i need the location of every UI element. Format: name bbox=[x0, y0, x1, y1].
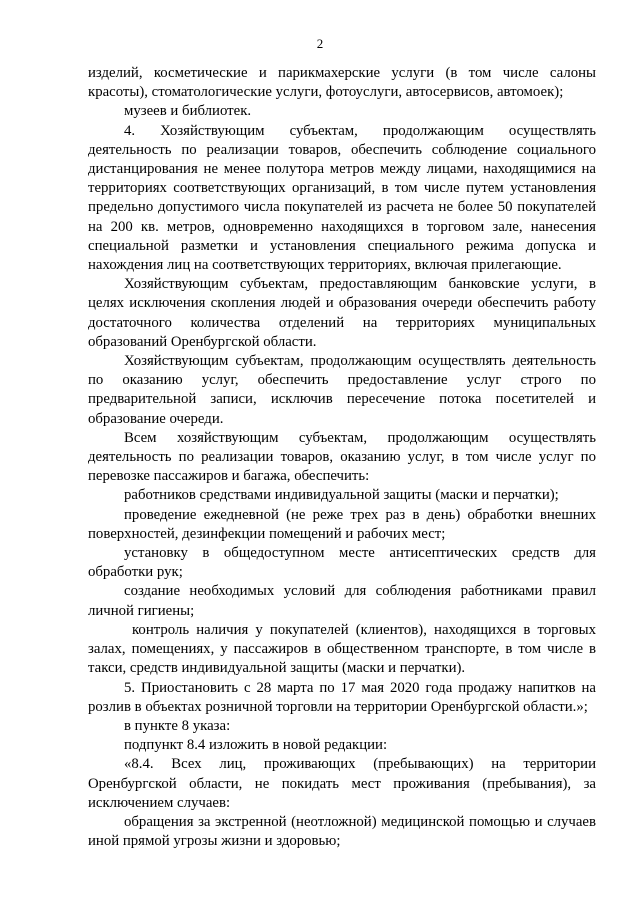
paragraph: проведение ежедневной (не реже трех раз в день) обработки внешних поверхностей, дезинфекции помещений и рабочих мест; bbox=[88, 506, 596, 542]
paragraph: установку в общедоступном месте антисептических средств для обработки рук; bbox=[88, 545, 596, 581]
paragraph: Хозяйствующим субъектам, продолжающим осуществлять деятельность по оказанию услуг, обеспечить предоставление услуг строго по предварительной записи, исключив пересечение потока посетителей и образование очереди. bbox=[88, 353, 596, 427]
paragraph: контроль наличия у покупателей (клиентов), находящихся в торговых залах, помещениях, у пассажиров в общественном транспорте, в том числе в такси, средств индивидуальной защиты (маски и перчатки). bbox=[88, 621, 596, 677]
paragraph: 5. Приостановить с 28 марта по 17 мая 2020 года продажу напитков на розлив в объектах розничной торговли на территории Оренбургской области.»; bbox=[88, 679, 596, 715]
paragraph: 4. Хозяйствующим субъектам, продолжающим осуществлять деятельность по реализации товаров, обеспечить соблюдение социального дистанцирования не менее полутора метров между лицами, находящимися на территориях соответствующих организаций, в том числе путем установления предельно допустимого числа покупателей из расчета не более 50 покупателей на 200 кв. метров, одновременно находящихся в торговом зале, нанесения специальной разметки и установления специального режима допуска и нахождения лиц на соответствующих территориях, включая прилегающие. bbox=[88, 122, 596, 274]
paragraph: Всем хозяйствующим субъектам, продолжающим осуществлять деятельность по реализации товаров, оказанию услуг, в том числе услуг по перевозке пассажиров и багажа, обеспечить: bbox=[88, 429, 596, 485]
paragraph: подпункт 8.4 изложить в новой редакции: bbox=[124, 737, 388, 754]
paragraph: в пункте 8 указа: bbox=[124, 717, 231, 734]
paragraph: изделий, косметические и парикмахерские услуги (в том числе салоны красоты), стоматологические услуги, фотоуслуги, автосервисов, автомоек); bbox=[88, 65, 596, 101]
paragraph: музеев и библиотек. bbox=[124, 103, 252, 120]
paragraph: «8.4. Всех лиц, проживающих (пребывающих) на территории Оренбургской области, не покидать мест проживания (пребывания), за исключением случаев: bbox=[88, 756, 596, 811]
paragraph: создание необходимых условий для соблюдения работниками правил личной гигиены; bbox=[88, 583, 596, 619]
page-number: 2 bbox=[316, 36, 324, 51]
document-body bbox=[88, 64, 596, 851]
paragraph: работников средствами индивидуальной защиты (маски и перчатки); bbox=[124, 487, 559, 504]
paragraph: обращения за экстренной (неотложной) медицинской помощью и случаев иной прямой угрозы жизни и здоровью; bbox=[88, 813, 596, 850]
paragraph: Хозяйствующим субъектам, предоставляющим банковские услуги, в целях исключения скопления людей и образования очереди обеспечить работу достаточного количества отделений на территориях муниципальных образований Оренбургской области. bbox=[88, 276, 596, 350]
